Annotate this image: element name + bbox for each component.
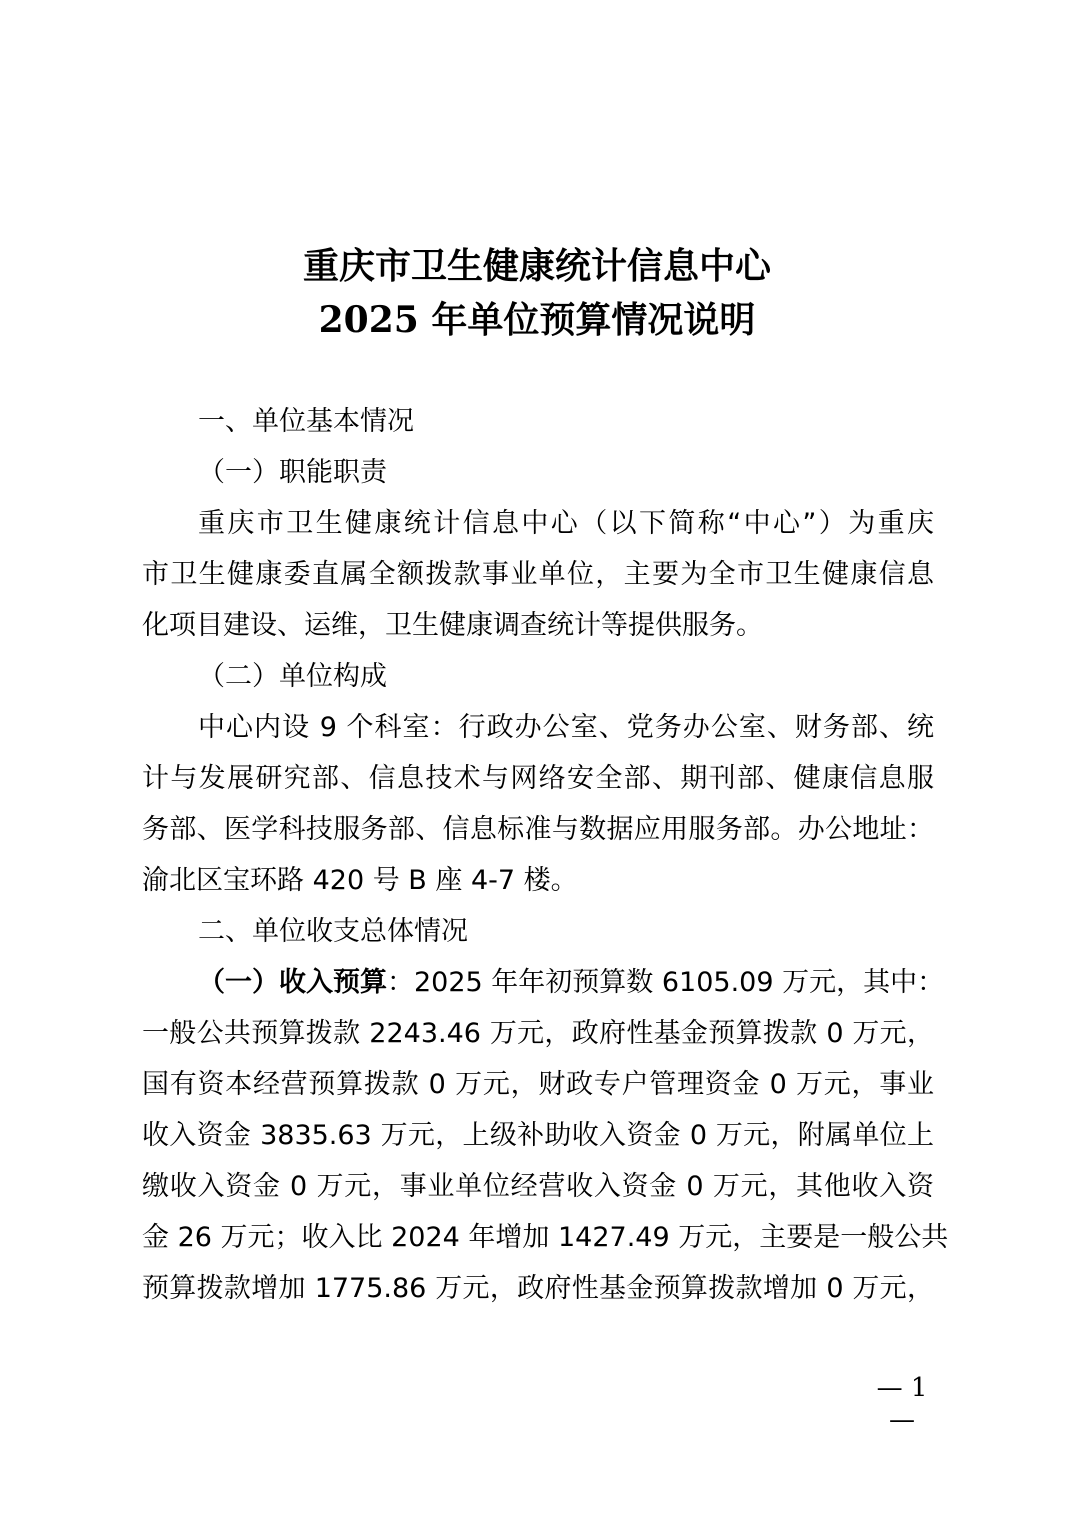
paragraph-line: 中心内设 9 个科室：行政办公室、党务办公室、财务部、统 (198, 712, 934, 743)
paragraph-line: 预算拨款增加 1775.86 万元，政府性基金预算拨款增加 0 万元， (142, 1273, 934, 1304)
section1-heading: 一、单位基本情况 (198, 406, 414, 437)
document-title-line1: 重庆市卫生健康统计信息中心 (302, 245, 771, 287)
section1-sub2-heading: （二）单位构成 (198, 661, 387, 692)
section2-sub1-first-rest: ：2025 年年初预算数 6105.09 万元，其中： (387, 967, 945, 998)
paragraph-line: 收入资金 3835.63 万元，上级补助收入资金 0 万元，附属单位上 (142, 1120, 934, 1151)
paragraph-line: 重庆市卫生健康统计信息中心（以下简称“中心”）为重庆 (198, 508, 934, 539)
paragraph-line: 一般公共预算拨款 2243.46 万元，政府性基金预算拨款 0 万元， (142, 1018, 934, 1049)
paragraph-line: 化项目建设、运维，卫生健康调查统计等提供服务。 (142, 610, 763, 641)
paragraph-line: 国有资本经营预算拨款 0 万元，财政专户管理资金 0 万元，事业 (142, 1069, 934, 1100)
section1-sub1-heading: （一）职能职责 (198, 457, 387, 488)
paragraph-line: 计与发展研究部、信息技术与网络安全部、期刊部、健康信息服 (142, 763, 934, 794)
section2-heading: 二、单位收支总体情况 (198, 916, 468, 947)
paragraph-line: 渝北区宝环路 420 号 B 座 4-7 楼。 (142, 865, 578, 896)
section2-sub1-first-line (198, 963, 945, 1003)
document-title-line2: 2025 年单位预算情况说明 (318, 299, 756, 341)
paragraph-line: 金 26 万元；收入比 2024 年增加 1427.49 万元，主要是一般公共 (142, 1222, 949, 1253)
page-number: — 1 — (876, 1373, 928, 1435)
paragraph-line: 缴收入资金 0 万元，事业单位经营收入资金 0 万元，其他收入资 (142, 1171, 934, 1202)
section2-sub1-lead: （一）收入预算 (198, 967, 387, 998)
paragraph-line: 市卫生健康委直属全额拨款事业单位，主要为全市卫生健康信息 (142, 559, 934, 590)
paragraph-line: 务部、医学科技服务部、信息标准与数据应用服务部。办公地址： (142, 814, 934, 845)
